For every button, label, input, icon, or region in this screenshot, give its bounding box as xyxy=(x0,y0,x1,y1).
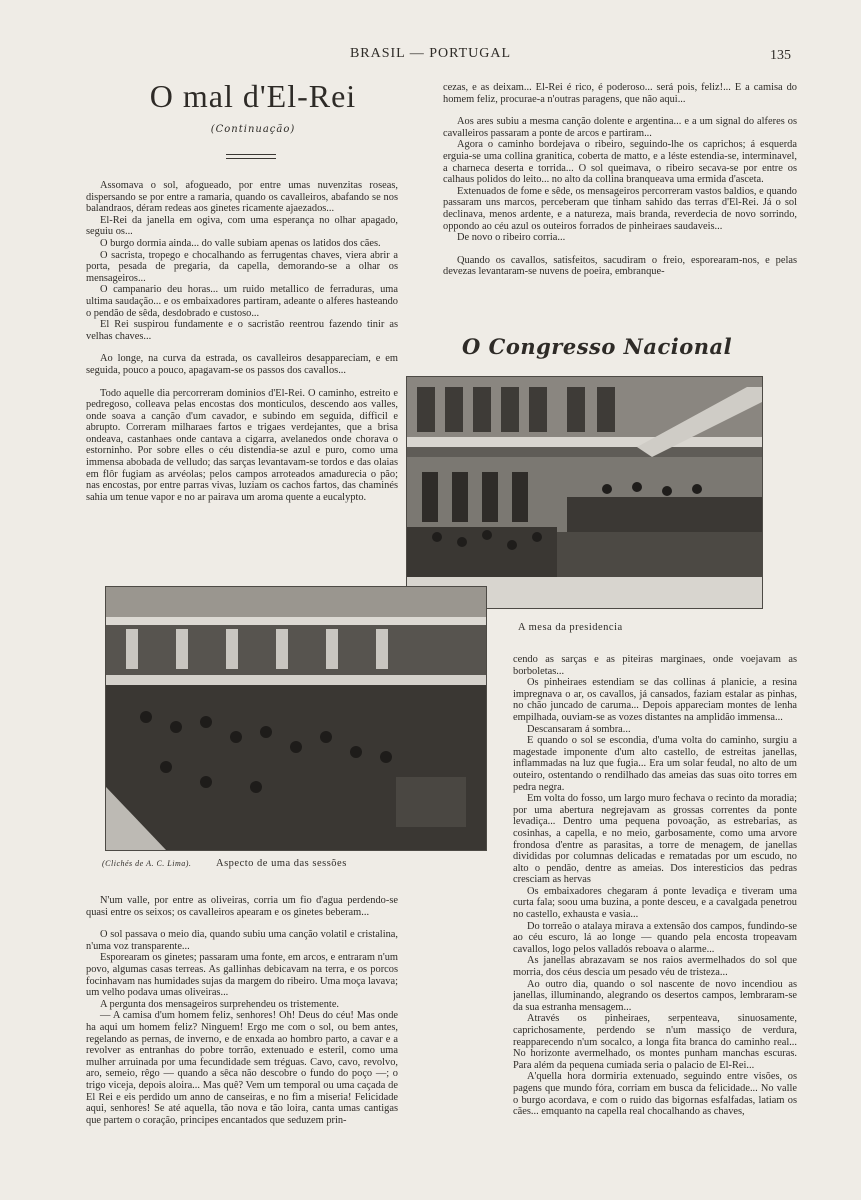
right-column-top xyxy=(443,82,797,316)
paragraph: N'um valle, por entre as oliveiras, corria um fio d'agua perdendo-se quasi entre os seixos; os cavalleiros apearam e os ginetes beberam... xyxy=(86,895,398,918)
paragraph: Assomava o sol, afogueado, por entre umas nuvenzitas roseas, dispersando se por entre a ramaria, quando os cavalleiros, abafando se nos balandraos, déram redeas aos ginetes ricamente ajaezados... xyxy=(86,180,398,215)
photo-caption: A mesa da presidencia xyxy=(518,622,623,633)
photo-illustration xyxy=(407,377,762,608)
paragraph: O burgo dormia ainda... do valle subiam apenas os latidos dos cães. xyxy=(100,237,381,249)
paragraph: E quando o sol se escondia, d'uma volta do caminho, surgiu a magestade imponente d'um alto castello, de estreitas janellas, inflammadas na luz que fugia... Era um solar feudal, no alto de um outeiro, ostentando o rendilhado das ameias das suas oito torres em pedra negra. xyxy=(513,735,797,793)
photo-presidency-table xyxy=(406,376,763,609)
paragraph: cendo as sarças e as piteiras marginaes, onde voejavam as borboletas... xyxy=(513,654,797,677)
paragraph: Descansaram á sombra... xyxy=(527,723,631,735)
paragraph: El Rei suspirou fundamente e o sacristão reentrou fazendo tinir as velhas chaves... xyxy=(86,319,398,342)
paragraph: Agora o caminho bordejava o ribeiro, seguindo-lhe os caprichos; á esquerda erguia-se uma collina granitica, coberta de matto, e a léste estendia-se, interminavel, a charneca deserta e torrida... O sol queimava, o ribeiro secava-se por entre os calhaus polidos do leito... no alto da collina branqueava uma ermida d'asceta. xyxy=(443,139,797,186)
paragraph: A'quella hora dormiria extenuado, seguindo entre visões, os pagens que mundo fóra, corriam em busca da felicidade... No valle o burgo acordava, e com o ruido das bigornas esfalfadas, latiam os cães... emquanto na capella real chocalhando as chaves, xyxy=(513,1071,797,1118)
left-column-top xyxy=(86,180,398,586)
paragraph: Quando os cavallos, satisfeitos, sacudiram o freio, esporearam-nos, e pelas devezas levantaram-se nuvens de poeira, embranque- xyxy=(443,254,797,278)
paragraph: Do torreão o atalaya mirava a extensão dos campos, fundindo-se ao céu escuro, lá ao longe — quando pela encosta tropeavam cavallos, logo pelos valladós reboava o alarme... xyxy=(513,920,797,955)
continuation-note: (Continuação) xyxy=(210,124,296,135)
paragraph: O sacrista, tropego e chocalhando as ferrugentas chaves, viera abrir a porta, pesada de pregaria, da capella, demorando-se a olhar os mensageiros... xyxy=(86,249,398,284)
paragraph: Esporearam os ginetes; passaram uma fonte, em arcos, e entraram n'um povo, algumas casas terreas. As gallinhas debicavam na terra, e os porcos focinhavam nas humidades sujas da margem do ribeiro. Uma moça lavava; um velho podava umas oliveiras... xyxy=(86,952,398,999)
paragraph: Os embaixadores chegaram á ponte levadiça e tiveram uma curta fala; soou uma buzina, a ponte desceu, e a cavalgada penetrou no castello, exhausta e vasia... xyxy=(513,885,797,921)
paragraph: Ao outro dia, quando o sol nascente de novo incendiou as janellas, illuminando, alegrando os desertos campos, lembraram-se da sua estranha mensagem... xyxy=(513,978,797,1013)
paragraph: Ao longe, na curva da estrada, os cavalleiros desappareciam, e em seguida, pouco a pouco, apagavam-se os passos dos cavallos... xyxy=(86,353,398,376)
paragraph: As janellas abrazavam se nos raios avermelhados do sol que morria, dos céus descia um pesado véu de tristeza... xyxy=(513,955,797,979)
photo-caption: Aspecto de uma das sessões xyxy=(216,858,347,869)
paragraph: De novo o ribeiro corria... xyxy=(457,232,566,244)
section-title: O Congresso Nacional xyxy=(462,334,733,359)
paragraph: Extenuados de fome e sêde, os mensageiros percorreram vastos baldios, e quando passaram uns marcos, perceberam que tinham sahido das terras d'El-Rei. Já o sol declinava, menos ardente, e a natureza, mais branda, reverdecia de novo sorrindo, oppondo ao céu azul os outeiros forrados de pinheiraes saudaveis... xyxy=(443,185,797,232)
left-column-bottom xyxy=(86,895,398,1165)
article-title: O mal d'El-Rei xyxy=(149,78,357,114)
title-divider xyxy=(226,154,276,159)
paragraph: O sol passava o meio dia, quando subiu uma canção volatil e cristalina, n'uma voz transparente... xyxy=(86,929,398,952)
paragraph: Todo aquelle dia percorreram dominios d'El-Rei. O caminho, estreito e pedregoso, colleava pelas encostas dos monticulos, descendo aos valles, onde soava a canção d'um cavador, e subindo em seguida, difficil e abrupto. Correram milharaes fartos e trigaes verdejantes, que a brisa ondeava, castanhaes onde cantava a cigarra, avelanedos onde chorava o estorninho. Por sobre elles o céu distendia-se azul e puro, como uma immensa abobada de velludo; das sarças levantavam-se tordos e das olaias em flôr fugiam as arvéolas; pelos campos arroteados amadurecia o pão; nas encostas, por entre parras vivas, luziam os cachos fartos, das chaminés sahia um tenue vapor e no ar pairava um aroma quente a eucalypto. xyxy=(86,387,398,503)
page-number: 135 xyxy=(770,48,791,63)
paragraph: Em volta do fosso, um largo muro fechava o recinto da moradia; por uma abertura negrejavam as grossas correntes da ponte levadiça... Dentro uma pequena povoação, as estrebarias, as cosinhas, a capella, e no meio, garbosamente, como uma arvore frondosa d'entre as parasitas, a torre de menagem, de janellas divididas por columnas delicadas e rematadas por um escudo, no alto o pendão, dentre as ameias. Dos interesticios das pedras cresciam as hervas xyxy=(513,793,797,886)
paragraph: Os pinheiraes estendiam se das collinas á planicie, a resina impregnava o ar, os cavallos, já cansados, faziam estalar as pinhas, no chão juncado de caruma... Depois appareciam montes de lenha empilhada, ouviam-se as vozes distantes na amplidão immensa... xyxy=(513,677,797,723)
running-header: BRASIL — PORTUGAL xyxy=(349,46,512,61)
photo-session-view xyxy=(105,586,487,851)
paragraph: O campanario deu horas... um ruido metallico de ferraduras, uma ultima saudação... e os embaixadores partiram, adeante o alferes hasteando o pendão de sêda, desdobrado e custoso... xyxy=(86,284,398,319)
paragraph: cezas, e as deixam... El-Rei é rico, é poderoso... será pois, feliz!... E a camisa do homem feliz, procurae-a n'outras paragens, que não aqui... xyxy=(443,82,797,105)
paragraph: Aos ares subiu a mesma canção dolente e argentina... e a um signal do alferes os cavalleiros passaram a ponte de arcos e partiram... xyxy=(443,116,797,139)
paragraph: A pergunta dos mensageiros surprehendeu os tristemente. xyxy=(100,998,340,1010)
paragraph: Através os pinheiraes, serpenteava, sinuosamente, caprichosamente, perdendo se n'um massiço de verdura, reapparecendo n'um socalco, a longa fita branca do caminho real... No horizonte avermelhado, os montes punham manchas escuras. Para além da pequena cumiada seria o palacio de El-Rei... xyxy=(513,1013,797,1071)
right-column-bottom xyxy=(513,654,797,1169)
photo-illustration xyxy=(106,587,486,850)
paragraph: El-Rei da janella em ogiva, com uma esperança no olhar apagado, seguiu os... xyxy=(86,214,398,238)
paragraph: — A camisa d'um homem feliz, senhores! Oh! Deus do céu! Mas onde ha aqui um homem feliz? Ninguem! Ergo me com o sol, ou bem antes, regelando as pernas, de inverno, e de enxada ao hombro parto, a cavar e a revolver as entranhas do pobre torrão, extenuado e esteril, como uma mulher arruinada por uma fecundidade sem tréguas. Cavo, cavo, revolvo, aro, semeio, rêgo — quando a sêca não descobre o fundo do poço —; o trigo viceja, depois aloira... Mas quê? Vem um temporal ou uma caçada de El Rei e eis perdido um anno de canseiras, e no fim a miseria! Felicidade aqui, senhores! Se até aquella, tão nova e tão loira, canta umas cantigas que partem o coração, principes encantados que seduzem prin- xyxy=(86,1010,398,1126)
photo-credit: (Clichés de A. C. Lima). xyxy=(102,859,192,868)
